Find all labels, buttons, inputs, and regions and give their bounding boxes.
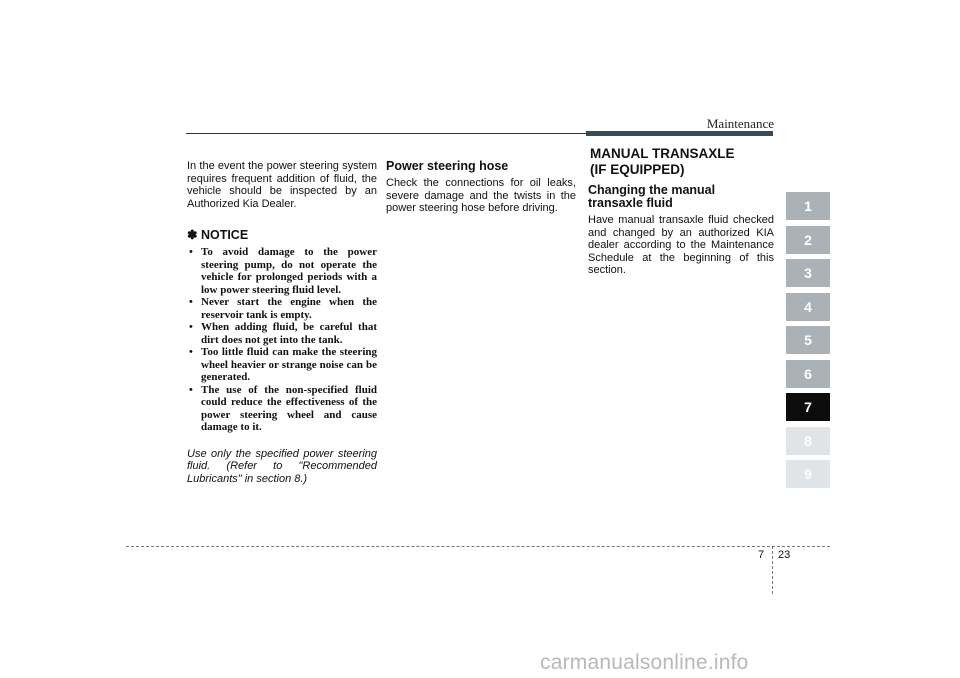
- chapter-tab-4[interactable]: 4: [786, 293, 830, 321]
- footer-divider: [772, 546, 773, 594]
- chapter-tab-2[interactable]: 2: [786, 226, 830, 254]
- section-heading-line: MANUAL TRANSAXLE: [590, 146, 735, 161]
- notice-item: • The use of the non-specified fluid could reduce the effectiveness of the power steering wheel and cause damage to it.: [187, 384, 377, 434]
- chapter-tab-3[interactable]: 3: [786, 259, 830, 287]
- header-accent-bar: [586, 131, 773, 136]
- notice-list: [187, 246, 377, 434]
- footer-rule: [126, 546, 830, 547]
- chapter-tab-8[interactable]: 8: [786, 427, 830, 455]
- chapter-tab-1[interactable]: 1: [786, 192, 830, 220]
- notice-item: • To avoid damage to the power steering pump, do not operate the vehicle for prolonged periods with a low power steering fluid level.: [187, 246, 377, 296]
- chapter-tabs: [786, 192, 830, 494]
- hose-heading: Power steering hose: [386, 159, 509, 173]
- italic-note: Use only the specified power steering fluid. (Refer to "Recommended Lubricants" in section 8.): [187, 447, 377, 485]
- column-power-steering-hose: [386, 160, 576, 215]
- watermark: carmanualsonline.info: [540, 651, 749, 674]
- notice-item: • Never start the engine when the reservoir tank is empty.: [187, 296, 377, 321]
- footer-page-number: 23: [778, 549, 791, 561]
- section-heading-line: (IF EQUIPPED): [590, 162, 685, 177]
- notice-item: • When adding fluid, be careful that dirt does not get into the tank.: [187, 321, 377, 346]
- intro-paragraph: In the event the power steering system requires frequent addition of fluid, the vehicle should be inspected by an Authorized Kia Dealer.: [187, 160, 377, 210]
- footer-chapter-number: 7: [758, 549, 765, 561]
- chapter-tab-7[interactable]: 7: [786, 393, 830, 421]
- chapter-tab-5[interactable]: 5: [786, 326, 830, 354]
- notice-item: • Too little fluid can make the steering wheel heavier or strange noise can be generated.: [187, 346, 377, 384]
- transaxle-subheading: [588, 184, 774, 210]
- manual-transaxle-heading: [590, 146, 735, 178]
- column-power-steering-fluid: [187, 160, 377, 485]
- notice-title: ✽ NOTICE: [187, 228, 249, 242]
- transaxle-paragraph: Have manual transaxle fluid checked and changed by an authorized KIA dealer according to the Maintenance Schedule at the beginning of this section.: [588, 214, 774, 276]
- subheading-line: Changing the manual: [588, 183, 716, 197]
- section-title: Maintenance: [706, 116, 774, 131]
- hose-paragraph: Check the connections for oil leaks, severe damage and the twists in the power steering hose before driving.: [386, 177, 576, 214]
- chapter-tab-6[interactable]: 6: [786, 360, 830, 388]
- column-manual-transaxle: [588, 184, 774, 277]
- chapter-tab-9[interactable]: 9: [786, 460, 830, 488]
- subheading-line: transaxle fluid: [588, 196, 673, 210]
